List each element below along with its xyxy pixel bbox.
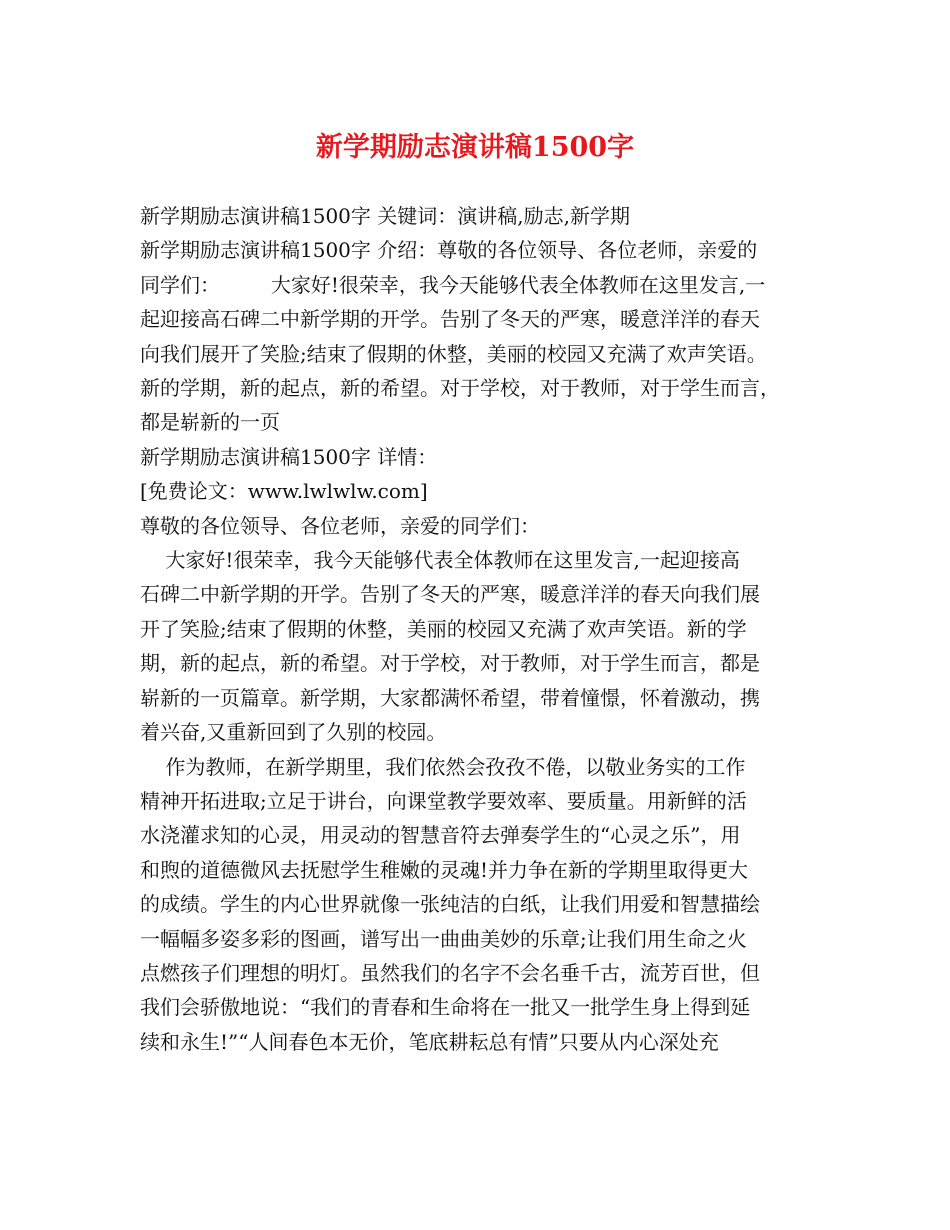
text-line: 的成绩。学生的内心世界就像一张纯洁的白纸，让我们用爱和智慧描绘 <box>140 892 760 917</box>
text-line: 新学期励志演讲稿1500字 详情： <box>140 444 438 469</box>
text-line: 开了笑脸;结束了假期的休整，美丽的校园又充满了欢声笑语。新的学 <box>140 616 747 641</box>
paragraph-first-line: 大家好!很荣幸，我今天能够代表全体教师在这里发言,一起迎接高 <box>140 548 740 573</box>
text-line: 水浇灌求知的心灵，用灵动的智慧音符去弹奏学生的“心灵之乐”，用 <box>140 823 741 848</box>
text-line: 和煦的道德微风去抚慰学生稚嫩的灵魂!并力争在新的学期里取得更大 <box>140 857 749 882</box>
text-line: 点燃孩子们理想的明灯。虽然我们的名字不会名垂千古，流芳百世，但 <box>140 960 760 985</box>
text-line: 续和永生!”“人间春色本无价，笔底耕耘总有情”只要从内心深处充 <box>140 1029 719 1054</box>
text-line: 新学期励志演讲稿1500字 介绍：尊敬的各位领导、各位老师，亲爱的 <box>140 238 758 263</box>
paragraph-first-line: 作为教师，在新学期里，我们依然会孜孜不倦，以敬业务实的工作 <box>140 754 746 779</box>
document-title: 新学期励志演讲稿1500字 <box>315 132 635 163</box>
text-line: 石碑二中新学期的开学。告别了冬天的严寒，暖意洋洋的春天向我们展 <box>140 582 760 607</box>
text-line: 都是崭新的一页 <box>140 410 280 435</box>
text-line: 我们会骄傲地说：“我们的青春和生命将在一批又一批学生身上得到延 <box>140 995 751 1020</box>
text-line: 一幅幅多姿多彩的图画，谱写出一曲曲美妙的乐章;让我们用生命之火 <box>140 926 747 951</box>
text-line: 新的学期，新的起点，新的希望。对于学校，对于教师，对于学生而言， <box>140 376 780 401</box>
text-line: 起迎接高石碑二中新学期的开学。告别了冬天的严寒，暖意洋洋的春天 <box>140 307 760 332</box>
text-line: 新学期励志演讲稿1500字 关键词：演讲稿,励志,新学期 <box>140 204 630 228</box>
text-line: 着兴奋,又重新回到了久别的校园。 <box>140 720 447 745</box>
document-body <box>140 199 820 1059</box>
text-line: 尊敬的各位领导、各位老师，亲爱的同学们： <box>140 513 540 538</box>
text-line: 向我们展开了笑脸;结束了假期的休整，美丽的校园又充满了欢声笑语。 <box>140 341 767 366</box>
link-text: [免费论文：www.lwlwlw.com] <box>140 479 428 504</box>
text-line: 期，新的起点，新的希望。对于学校，对于教师，对于学生而言，都是 <box>140 651 760 676</box>
text-line: 精神开拓进取;立足于讲台，向课堂教学要效率、要质量。用新鲜的活 <box>140 788 747 813</box>
text-line: 同学们： 大家好!很荣幸，我今天能够代表全体教师在这里发言,一 <box>140 272 766 297</box>
text-line: 崭新的一页篇章。新学期，大家都满怀希望，带着憧憬，怀着激动，携 <box>140 685 760 710</box>
